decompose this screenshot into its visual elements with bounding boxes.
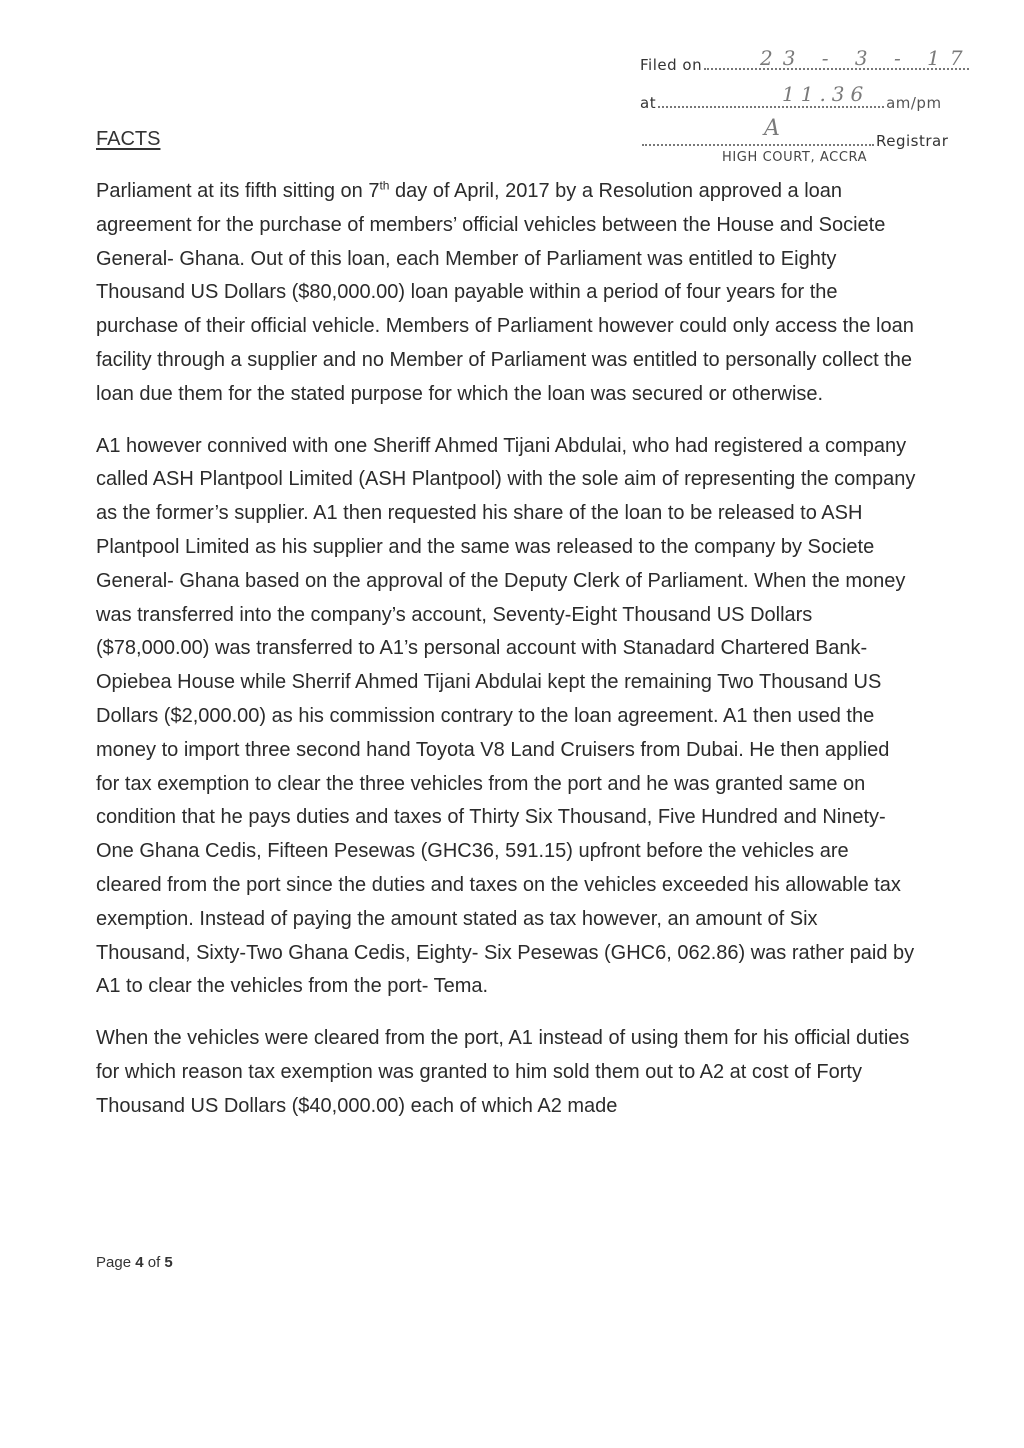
- document-body: [96, 175, 916, 1142]
- ordinal-superscript: th: [379, 178, 390, 193]
- registrar-signature: A: [764, 116, 780, 141]
- paragraph-1: [96, 175, 916, 412]
- section-heading: FACTS: [96, 128, 161, 150]
- stamp-registrar-line: [640, 132, 948, 150]
- stamp-filed-time: 11.36: [782, 82, 870, 106]
- stamp-filed-label: Filed on: [640, 56, 703, 74]
- of-word: of: [147, 1254, 161, 1271]
- stamp-court-name: HIGH COURT, ACCRA: [722, 150, 868, 165]
- stamp-at-label: at: [640, 94, 657, 112]
- current-page: 4: [135, 1254, 144, 1271]
- total-pages: 5: [164, 1254, 173, 1271]
- court-filing-stamp: [640, 46, 1000, 172]
- paragraph-3: When the vehicles were cleared from the port, A1 instead of using them for his official duties for which reason tax exemption was granted to him sold them out to A2 at cost of Forty Thousand US Dollars ($40,000.00) each of which A2 made: [96, 1027, 910, 1117]
- paragraph-1-start: Parliament at its fifth sitting on 7: [96, 180, 380, 202]
- stamp-am-pm: am/pm: [886, 94, 942, 112]
- page-number: [96, 1254, 173, 1271]
- paragraph-1-rest: day of April, 2017 by a Resolution approved a loan agreement for the purchase of members’ official vehicles between the House and Societe General- Ghana. Out of this loan, each Member of Parliament was entitled to Eighty Thousand US Dollars ($80,000.00) loan payable within a period of four years for the purchase of their official vehicle. Members of Parliament however could only access the loan facility through a supplier and no Member of Parliament was entitled to personally collect the loan due them for the stated purpose for which the loan was secured or otherwise.: [96, 180, 914, 405]
- stamp-dotted-line: [642, 140, 874, 146]
- stamp-filed-date: 23 - 3 - 17: [760, 46, 973, 70]
- stamp-registrar-label: Registrar: [876, 132, 949, 150]
- page-word: Page: [96, 1254, 132, 1271]
- paragraph-2: A1 however connived with one Sheriff Ahmed Tijani Abdulai, who had registered a company called ASH Plantpool Limited (ASH Plantpool) with the sole aim of representing the company as the former’s supplier. A1 then requested his share of the loan to be released to ASH Plantpool Limited as his supplier and the same was released to the company by Societe General- Ghana based on the approval of the Deputy Clerk of Parliament. When the money was transferred into the company’s account, Seventy-Eight Thousand US Dollars ($78,000.00) was transferred to A1’s personal account with Stanadard Chartered Bank- Opiebea House while Sherrif Ahmed Tijani Abdulai kept the remaining Two Thousand US Dollars ($2,000.00) as his commission contrary to the loan agreement. A1 then used the money to import three second hand Toyota V8 Land Cruisers from Dubai. He then applied for tax exemption to clear the three vehicles from the port and he was granted same on condition that he pays duties and taxes of Thirty Six Thousand, Five Hundred and Ninety- One Ghana Cedis, Fifteen Pesewas (GHC36, 591.15) upfront before the vehicles are cleared from the port since the duties and taxes on the vehicles exceeded his allowable tax exemption. Instead of paying the amount stated as tax however, an amount of Six Thousand, Sixty-Two Ghana Cedis, Eighty- Six Pesewas (GHC6, 062.86) was rather paid by A1 to clear the vehicles from the port- Tema.: [96, 434, 916, 998]
